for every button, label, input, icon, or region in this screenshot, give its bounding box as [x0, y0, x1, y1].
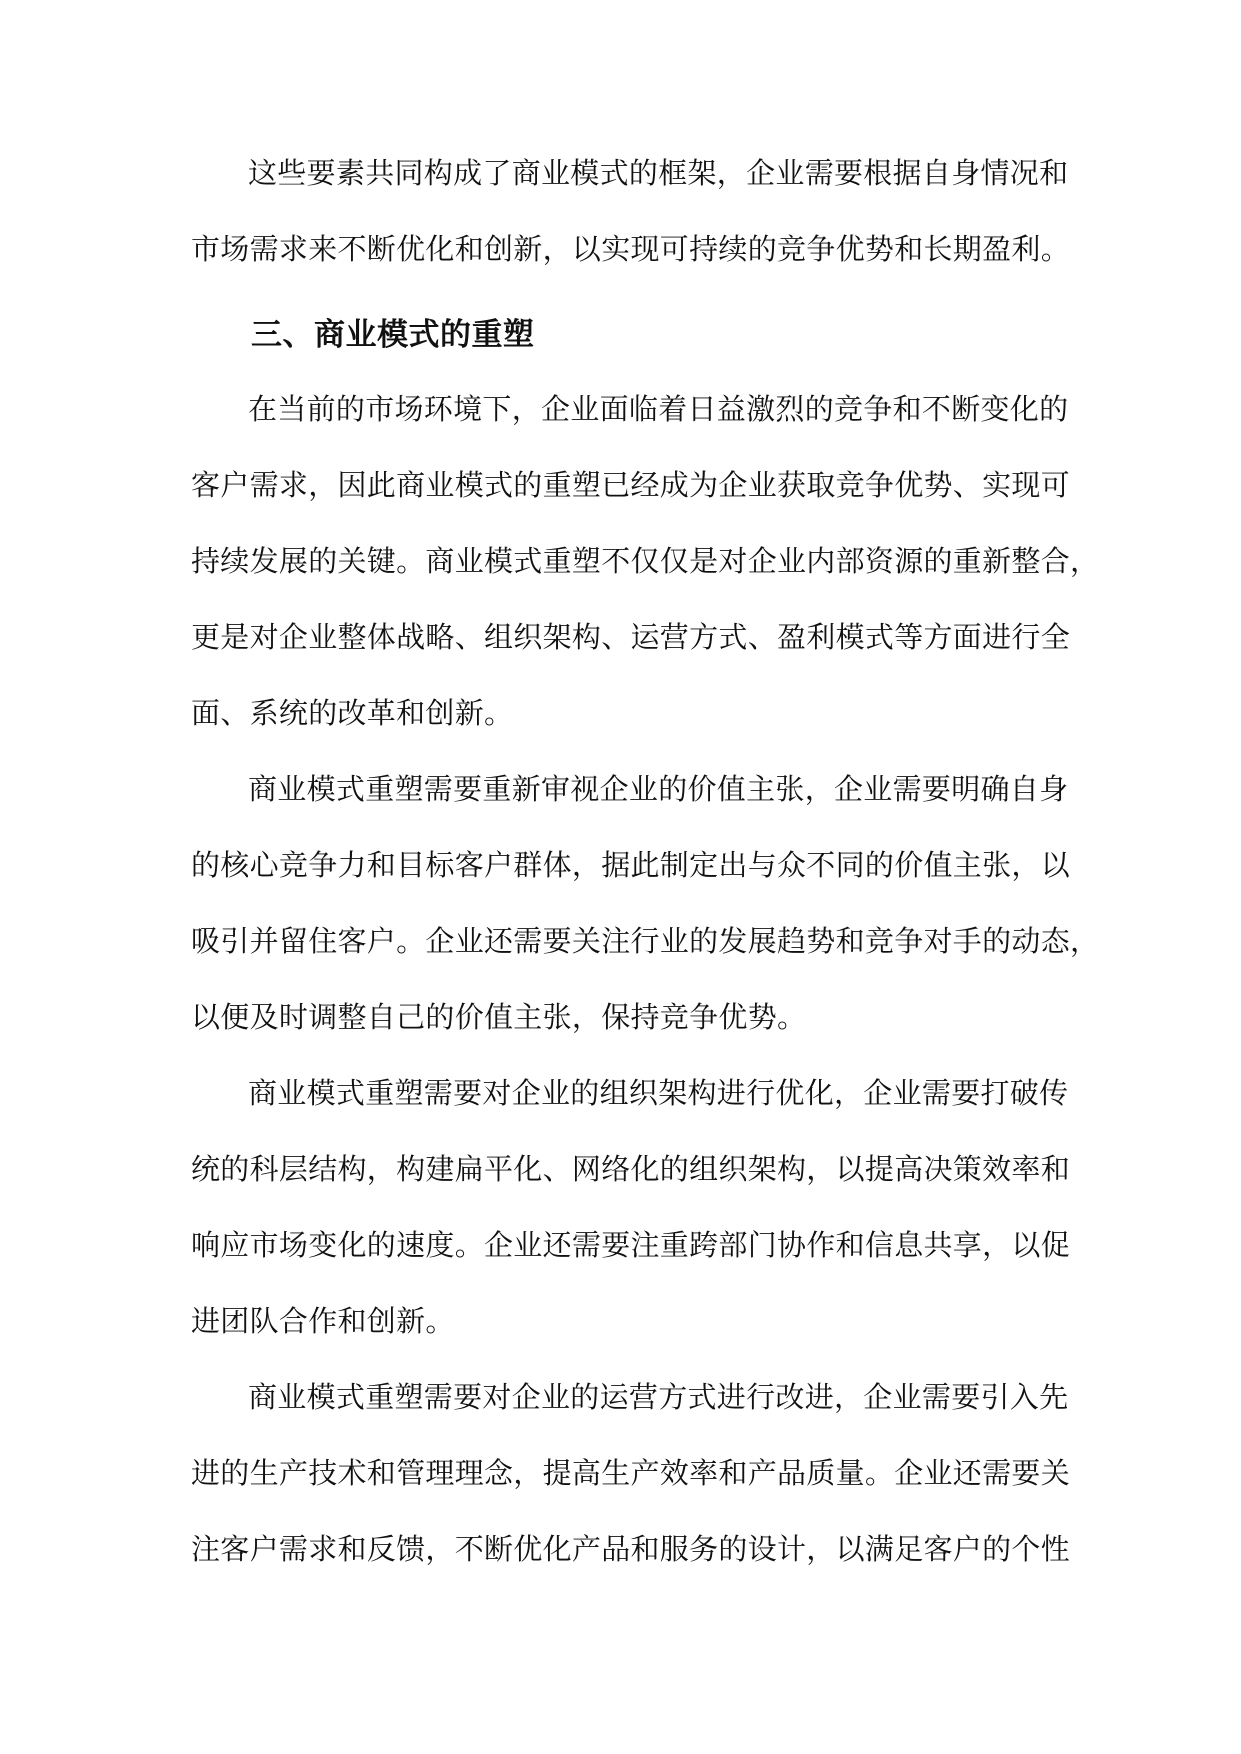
paragraph: [191, 1367, 1071, 1595]
paragraph-line: 在当前的市场环境下，企业面临着日益激烈的竞争和不断变化的: [248, 392, 1069, 426]
paragraph-line: 客户需求，因此商业模式的重塑已经成为企业获取竞争优势、实现可: [191, 468, 1071, 502]
paragraph-line: 市场需求来不断优化和创新，以实现可持续的竞争优势和长期盈利。: [191, 232, 1071, 266]
section-heading: 三、商业模式的重塑: [251, 317, 535, 353]
paragraph-line: 持续发展的关键。商业模式重塑不仅仅是对企业内部资源的重新整合，: [191, 544, 1100, 578]
paragraph-line: 注客户需求和反馈，不断优化产品和服务的设计，以满足客户的个性: [191, 1532, 1071, 1566]
paragraph-line: 以便及时调整自己的价值主张，保持竞争优势。: [191, 1000, 807, 1034]
paragraph-line: 商业模式重塑需要对企业的组织架构进行优化，企业需要打破传: [248, 1076, 1069, 1110]
paragraph: [191, 143, 1071, 295]
paragraph-line: 这些要素共同构成了商业模式的框架，企业需要根据自身情况和: [248, 156, 1069, 190]
page-content: [191, 143, 1100, 1595]
paragraph-line: 吸引并留住客户。企业还需要关注行业的发展趋势和竞争对手的动态，: [191, 924, 1100, 958]
paragraph: [191, 1063, 1071, 1367]
paragraph-line: 更是对企业整体战略、组织架构、运营方式、盈利模式等方面进行全: [191, 620, 1071, 654]
paragraph-line: 商业模式重塑需要对企业的运营方式进行改进，企业需要引入先: [248, 1380, 1069, 1414]
paragraph-line: 商业模式重塑需要重新审视企业的价值主张，企业需要明确自身: [248, 772, 1069, 806]
paragraph-line: 进团队合作和创新。: [191, 1304, 455, 1338]
paragraph-line: 响应市场变化的速度。企业还需要注重跨部门协作和信息共享，以促: [191, 1228, 1071, 1262]
paragraph-line: 进的生产技术和管理理念，提高生产效率和产品质量。企业还需要关: [191, 1456, 1071, 1490]
paragraph: [191, 379, 1100, 759]
paragraph-line: 面、系统的改革和创新。: [191, 696, 514, 730]
paragraph: [191, 759, 1100, 1063]
paragraph-line: 的核心竞争力和目标客户群体，据此制定出与众不同的价值主张，以: [191, 848, 1071, 882]
paragraph-line: 统的科层结构，构建扁平化、网络化的组织架构，以提高决策效率和: [191, 1152, 1071, 1186]
